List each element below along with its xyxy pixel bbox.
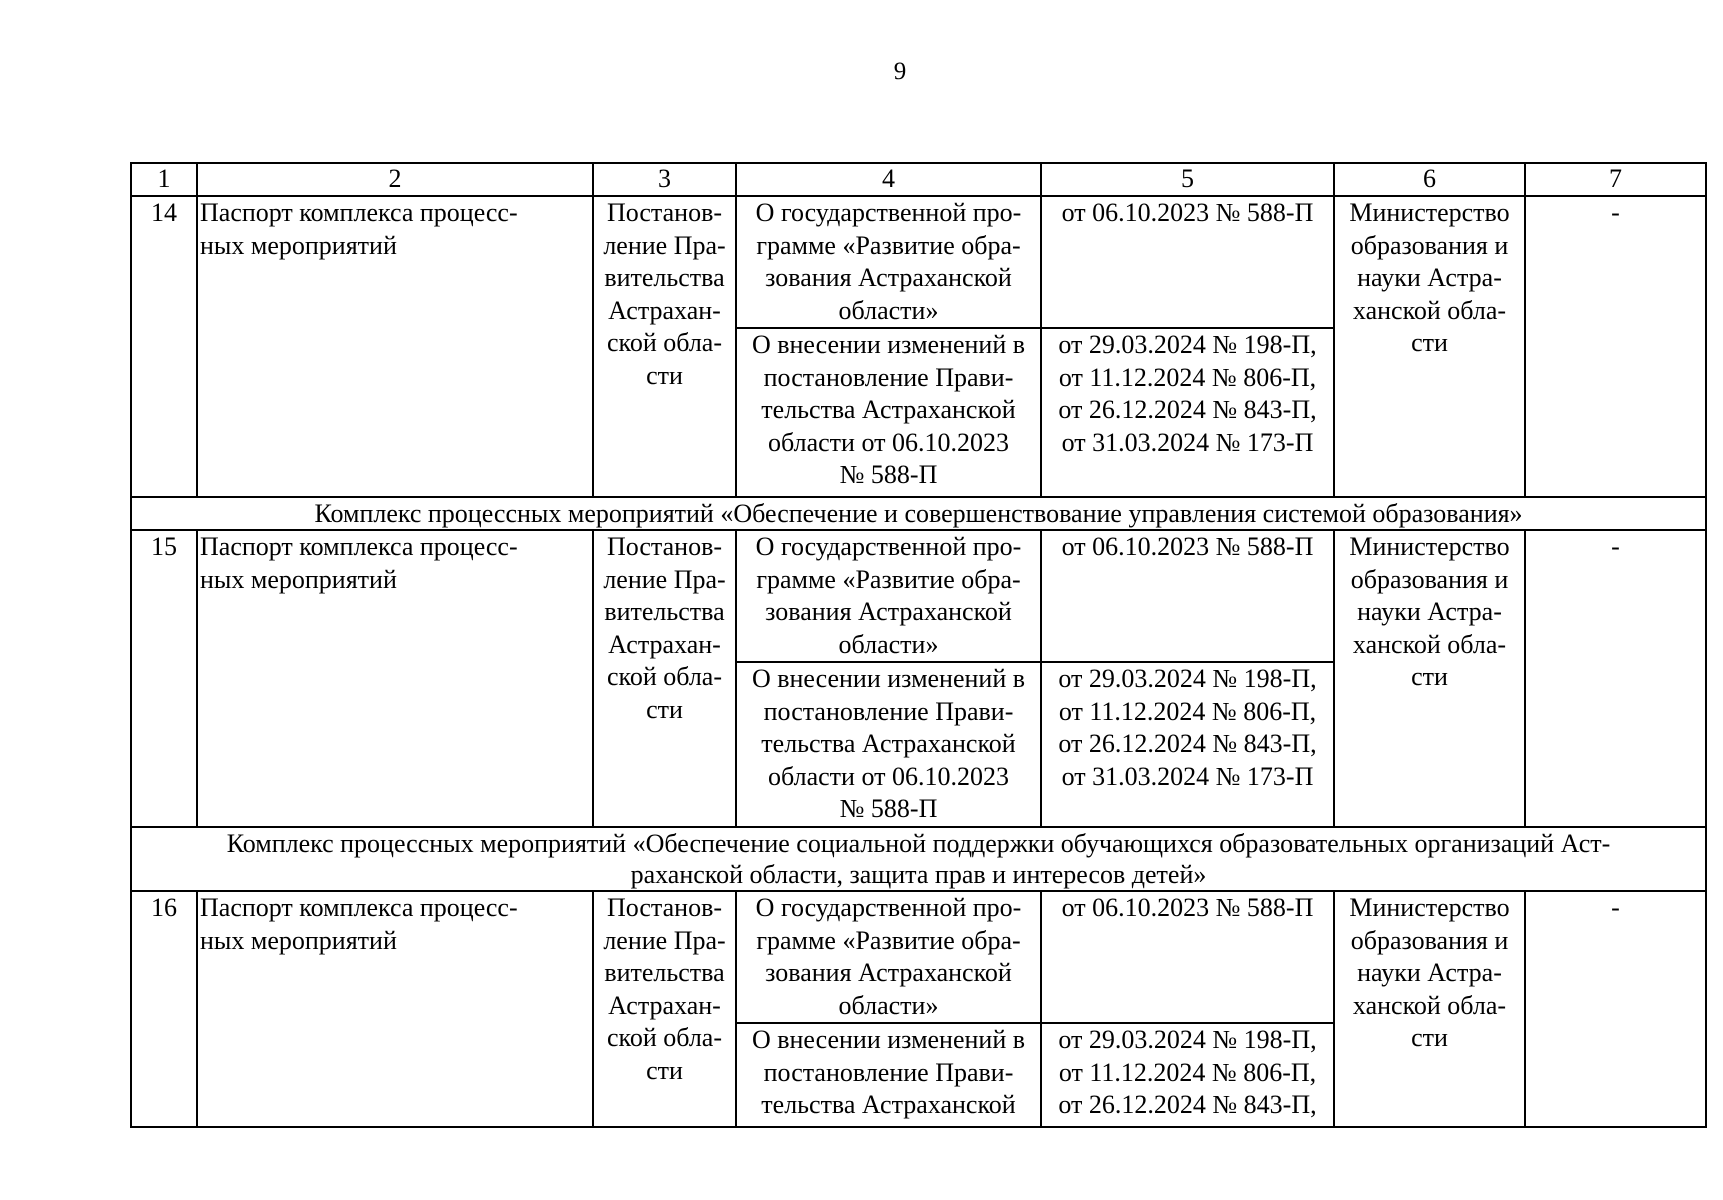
row-number: 16 [131,891,197,1127]
document-title: О государственной про- грамме «Развитие обра- зования Астраханской области» [736,891,1041,1023]
agency: Министерство образования и науки Астра- ханской обла- сти [1334,196,1525,497]
column-header: 1 [131,163,197,196]
amendment-title: О внесении изменений в постановление Прави- тельства Астраханской области от 06.10.2023 № 588-П [736,328,1041,497]
document-type: Постанов- ление Пра- вительства Астрахан- ской обла- сти [593,196,736,497]
amendment-title: О внесении изменений в постановление Прави- тельства Астраханской области от 06.10.2023 № 588-П [736,662,1041,827]
column-header: 3 [593,163,736,196]
section-title: Комплекс процессных мероприятий «Обеспечение и совершенствование управления системой образования» [131,497,1706,530]
amendment-dates: от 29.03.2024 № 198-П, от 11.12.2024 № 806-П, от 26.12.2024 № 843-П, от 31.03.2024 № 173-П [1041,328,1334,497]
document-date: от 06.10.2023 № 588-П [1041,891,1334,1023]
column-header: 4 [736,163,1041,196]
column-header: 7 [1525,163,1706,196]
document-title: О государственной про- грамме «Развитие обра- зования Астраханской области» [736,530,1041,662]
agency: Министерство образования и науки Астра- ханской обла- сти [1334,891,1525,1127]
document-type: Постанов- ление Пра- вительства Астрахан- ской обла- сти [593,891,736,1127]
documents-table [130,162,1707,1128]
document-name: Паспорт комплекса процесс- ных мероприятий [197,530,593,827]
column-header: 5 [1041,163,1334,196]
document-name: Паспорт комплекса процесс- ных мероприятий [197,891,593,1127]
document-date: от 06.10.2023 № 588-П [1041,196,1334,328]
page-number: 9 [893,58,907,85]
row-number: 15 [131,530,197,827]
agency: Министерство образования и науки Астра- ханской обла- сти [1334,530,1525,827]
note: - [1525,196,1706,497]
note: - [1525,891,1706,1127]
document-type: Постанов- ление Пра- вительства Астрахан- ской обла- сти [593,530,736,827]
document-date: от 06.10.2023 № 588-П [1041,530,1334,662]
row-number: 14 [131,196,197,497]
table-row [131,196,1706,328]
table-row [131,891,1706,1023]
section-row [131,497,1706,530]
amendment-dates: от 29.03.2024 № 198-П, от 11.12.2024 № 806-П, от 26.12.2024 № 843-П, [1041,1023,1334,1127]
document-title: О государственной про- грамме «Развитие обра- зования Астраханской области» [736,196,1041,328]
amendment-dates: от 29.03.2024 № 198-П, от 11.12.2024 № 806-П, от 26.12.2024 № 843-П, от 31.03.2024 № 173-П [1041,662,1334,827]
note: - [1525,530,1706,827]
section-row [131,827,1706,891]
table-header-row [131,163,1706,196]
amendment-title: О внесении изменений в постановление Прави- тельства Астраханской [736,1023,1041,1127]
table-row [131,530,1706,662]
column-header: 2 [197,163,593,196]
column-header: 6 [1334,163,1525,196]
section-title: Комплекс процессных мероприятий «Обеспечение социальной поддержки обучающихся образовательных организаций Аст- раханской области, защита прав и интересов детей» [131,827,1706,891]
document-name: Паспорт комплекса процесс- ных мероприятий [197,196,593,497]
